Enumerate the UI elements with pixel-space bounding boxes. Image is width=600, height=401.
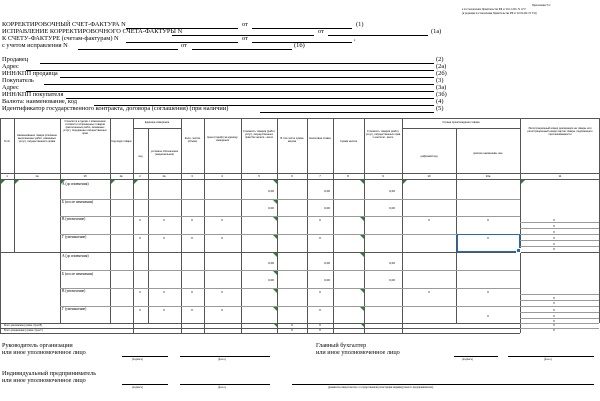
row-label-decrease-1: Г (уменьшение) (62, 235, 87, 239)
sig-head-org: Руководитель организации (2, 342, 73, 349)
cell-x: Х (486, 236, 490, 240)
title-correction: ИСПРАВЛЕНИЕ КОРРЕКТИРОВОЧНОГО СЧЕТА-ФАКТУРЫ N (2, 28, 183, 35)
code-1a: (1а) (431, 28, 442, 35)
cell-x: Х (318, 308, 322, 312)
cell-zero: 0,00 (324, 189, 330, 193)
th-tax: Сумма налога (339, 140, 358, 143)
cell-x: Х (552, 242, 556, 246)
field-buyer-label: Покупатель (2, 77, 34, 84)
colnum-1: 1 (6, 174, 8, 178)
field-currency-label: Валюта: наименование, код (2, 98, 77, 105)
cell-x: Х (138, 308, 142, 312)
appendix-line-1: Приложение N 2 (532, 4, 551, 7)
field-seller-code: (2) (436, 56, 444, 63)
colnum-7: 7 (319, 174, 321, 178)
field-seller-inn-code: (2б) (436, 70, 447, 77)
field-seller-label: Продавец (2, 56, 29, 63)
cell-x: Х (318, 290, 322, 294)
th-name: Наименование товара (описание выполненных работ, оказанных услуг), имущественного права (17, 134, 57, 143)
cell-x: Х (220, 218, 224, 222)
cell-x: Х (552, 236, 556, 240)
colnum-1v: 1в (119, 174, 123, 178)
th-qty: Коли- чество (объем) (184, 137, 201, 143)
field-currency-code: (4) (436, 98, 444, 105)
th-rate: Налоговая ставка (309, 137, 331, 140)
cell-x: Х (552, 230, 556, 234)
cell-x: Х (486, 290, 490, 294)
th-excise: В том числе сумма акциза (280, 137, 304, 143)
cell-x: Х (427, 218, 431, 222)
code-1: (1) (356, 21, 364, 28)
th-origin-name: краткое наименова- ние (473, 152, 503, 155)
row-label-after-2: Б (после изменения) (62, 272, 94, 276)
cell-x: Х (552, 218, 556, 222)
total-increase-label: Всего увеличение (сумма строк В) (4, 324, 43, 327)
cell-x: Х (138, 218, 142, 222)
cell-x: Х (162, 290, 166, 294)
th-kind-code: Код вида товара (111, 140, 132, 143)
cell-zero: 0,00 (268, 206, 274, 210)
field-buyer-address-label: Адрес (2, 84, 19, 91)
cell-x: Х (162, 236, 166, 240)
row-label-increase-2: В (увеличение) (62, 289, 86, 293)
cell-x: Х (552, 328, 556, 332)
sig-head-org-2: или иное уполномоченное лицо (2, 349, 86, 356)
field-buyer-inn-label: ИНН/КПП покупателя (2, 91, 64, 98)
cell-x: Х (552, 247, 556, 251)
row-label-decrease-2: Г (уменьшение) (62, 307, 87, 311)
colnum-10a: 10а (485, 174, 491, 178)
colnum-2: 2 (139, 174, 141, 178)
colnum-8: 8 (347, 174, 349, 178)
cell-zero: 0,00 (324, 261, 330, 265)
sig-chief-acc-2: или иное уполномоченное лицо (316, 349, 400, 356)
title4-from: от (181, 42, 187, 49)
title1-from: от (242, 21, 248, 28)
sig-requisites: (реквизиты свидетельства о государственной регистрации индивидуального предпринимателя) (328, 386, 434, 389)
colnum-6: 6 (291, 174, 293, 178)
th-unit-code: код (138, 155, 143, 158)
fill-handle[interactable] (516, 248, 521, 253)
colnum-4: 4 (221, 174, 223, 178)
cell-zero: 0,00 (389, 278, 395, 282)
cell-x: Х (552, 224, 556, 228)
appendix-line-2: к постановлению Правительства РФ от 26.12.2011 N 1137 (462, 8, 526, 11)
cell-x: Х (220, 236, 224, 240)
cell-x: Х (190, 290, 194, 294)
field-contract-code: (5) (436, 105, 444, 112)
cell-x: Х (220, 308, 224, 312)
row-label-before-2: А (до изменения) (62, 254, 89, 258)
colnum-1b: 1б (83, 174, 87, 178)
th-total: Стоимость товаров (работ, услуг), имущественных прав с налогом - всего (365, 130, 401, 139)
field-seller-inn-label: ИНН/КПП продавца (2, 70, 58, 77)
colnum-10: 10 (427, 174, 431, 178)
cell-x: Х (318, 236, 322, 240)
cell-zero: 0,00 (268, 261, 274, 265)
cell-x: Х (486, 314, 490, 318)
cell-x: Х (290, 323, 294, 327)
field-buyer-code: (3) (436, 77, 444, 84)
colnum-9: 9 (382, 174, 384, 178)
th-cost: Стоимость товаров (работ, услуг), имущественных прав без налога - всего (242, 130, 276, 139)
cell-zero: 0,00 (324, 206, 330, 210)
colnum-5: 5 (258, 174, 260, 178)
th-reg-number: Регистрационный номер декларации на товары или регистрационный номер партии товара, подлежащего прослеживаемости (527, 127, 593, 136)
selected-cell[interactable] (457, 234, 520, 252)
appendix-line-3: (в редакции постановления Правительства РФ от 02.04.2021 N 534) (462, 12, 537, 15)
colnum-1a: 1а (35, 174, 39, 178)
cell-x: Х (138, 290, 142, 294)
cell-x: Х (190, 236, 194, 240)
sig-signature-2: (подпись) (462, 358, 473, 361)
th-unit: Единица измерения (144, 121, 170, 124)
cell-x: Х (552, 301, 556, 305)
sig-signature-1: (подпись) (132, 358, 143, 361)
th-origin: Страна происхождения товара (442, 121, 480, 124)
field-buyer-address-code: (3а) (436, 84, 447, 91)
cell-x: Х (220, 290, 224, 294)
field-buyer-inn-code: (3б) (436, 91, 447, 98)
colnum-2a: 2а (162, 174, 166, 178)
cell-zero: 0,00 (268, 278, 274, 282)
field-seller-address-label: Адрес (2, 63, 19, 70)
cell-x: Х (290, 328, 294, 332)
title2-from: от (318, 28, 324, 35)
cell-x: Х (552, 308, 556, 312)
title3-from: от (242, 35, 248, 42)
th-num: N п/п (3, 140, 11, 143)
sig-entrepreneur-2: или иное уполномоченное лицо (2, 377, 86, 384)
cell-x: Х (427, 290, 431, 294)
total-decrease-label: Всего уменьшение (сумма строк Г) (4, 329, 43, 332)
cell-zero: 0,00 (389, 261, 395, 265)
th-related: Относится к сделке с изменением стоимости сопряженных товаров (выполненных работ, оказанных услуг), переданных имущественных прав (63, 120, 107, 135)
cell-x: Х (552, 319, 556, 323)
cell-zero: 0,00 (324, 278, 330, 282)
cell-x: Х (138, 236, 142, 240)
colnum-3: 3 (191, 174, 193, 178)
sig-fio-2: (ф.и.о.) (544, 358, 553, 361)
th-unit-name: условное обозначение (национальное) (150, 150, 179, 156)
cell-x: Х (318, 323, 322, 327)
row-label-after-1: Б (после изменения) (62, 200, 94, 204)
cell-zero: 0,00 (389, 189, 395, 193)
sig-fio-1: (ф.и.о.) (218, 358, 227, 361)
cell-zero: 0,00 (389, 206, 395, 210)
title-with-correction: с учетом исправления N (2, 42, 68, 49)
cell-x: Х (552, 323, 556, 327)
cell-x: Х (190, 218, 194, 222)
sig-chief-acc: Главный бухгалтер (316, 342, 367, 349)
sig-signature-3: (подпись) (132, 386, 143, 389)
row-label-increase-1: В (увеличение) (62, 217, 86, 221)
row-label-before-1: А (до изменения) (62, 182, 89, 186)
title-to-invoice: К СЧЕТУ-ФАКТУРЕ (счетам-фактурам) N (2, 35, 119, 42)
title3-comma: , (354, 35, 356, 42)
th-price: Цена (тариф) за единицу измерения (207, 136, 238, 142)
cell-x: Х (318, 218, 322, 222)
sig-fio-3: (ф.и.о.) (218, 386, 227, 389)
cell-x: Х (552, 296, 556, 300)
cell-x: Х (552, 314, 556, 318)
th-origin-code: цифровой код (420, 155, 438, 158)
cell-x: Х (190, 308, 194, 312)
cell-x: Х (486, 218, 490, 222)
cell-zero: 0,00 (268, 189, 274, 193)
field-seller-address-code: (2а) (436, 63, 447, 70)
title-corrective-invoice: КОРРЕКТИРОВОЧНЫЙ СЧЕТ-ФАКТУРА N (2, 21, 126, 28)
colnum-11: 11 (558, 174, 562, 178)
field-contract-label: Идентификатор государственного контракта, договора (соглашения) (при наличии) (2, 105, 229, 112)
cell-x: Х (162, 218, 166, 222)
cell-x: Х (162, 308, 166, 312)
sig-entrepreneur: Индивидуальный предприниматель (2, 370, 97, 377)
code-1b: (1б) (294, 42, 305, 49)
cell-x: Х (318, 328, 322, 332)
